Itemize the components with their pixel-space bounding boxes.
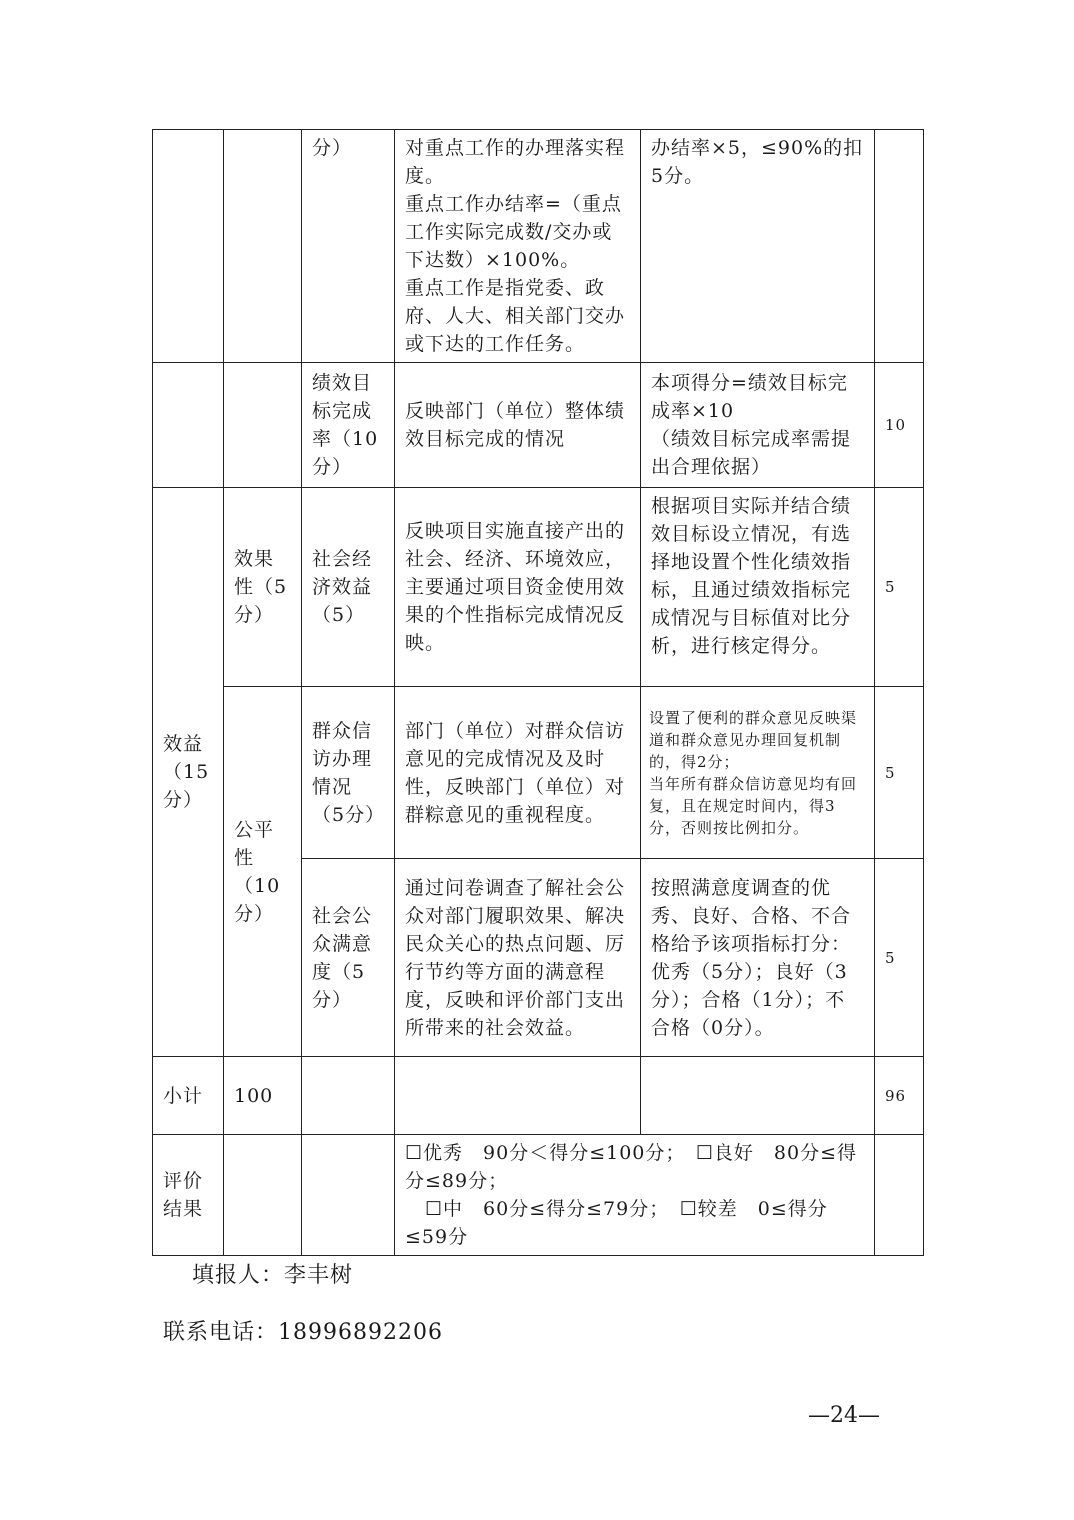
- cell-empty: [224, 363, 302, 488]
- cell-empty: [302, 1057, 395, 1135]
- score-cell: 5: [875, 488, 924, 687]
- cell-empty: [224, 1135, 302, 1256]
- indicator-description-cell: 反映部门（单位）整体绩效目标完成的情况: [395, 363, 641, 488]
- indicator-description-cell: 通过问卷调查了解社会公众对部门履职效果、解决民众关心的热点问题、厉行节约等方面的满意程度，反映和评价部门支出所带来的社会效益。: [395, 859, 641, 1057]
- filler-name: 填报人：李丰树: [192, 1263, 354, 1288]
- table-row: [153, 363, 924, 488]
- subcategory-fairness-cell: 公平性（10分）: [224, 687, 302, 1057]
- scoring-rule-cell: 本项得分=绩效目标完成率×10 （绩效目标完成率需提出合理依据）: [641, 363, 875, 488]
- score-cell: 5: [875, 859, 924, 1057]
- scoring-rule-cell: 设置了便利的群众意见反映渠道和群众意见办理回复机制的，得2分； 当年所有群众信访意见均有回复，且在规定时间内，得3分，否则按比例扣分。: [641, 687, 875, 859]
- score-cell: 5: [875, 687, 924, 859]
- indicator-name-cell: 社会经济效益（5）: [302, 488, 395, 687]
- result-label-cell: 评价结果: [153, 1135, 224, 1256]
- table-row: [153, 130, 924, 363]
- indicator-name-cell: 绩效目标完成率（10分）: [302, 363, 395, 488]
- cell-empty: [875, 1135, 924, 1256]
- score-cell: 10: [875, 363, 924, 488]
- scoring-rule-cell: 根据项目实际并结合绩效目标设立情况，有选择地设置个性化绩效指标，且通过绩效指标完成情况与目标值对比分析，进行核定得分。: [641, 488, 875, 687]
- cell-empty: [153, 363, 224, 488]
- indicator-name-cell: 分）: [302, 130, 395, 363]
- cell-empty: [641, 1057, 875, 1135]
- indicator-description-cell: 反映项目实施直接产出的社会、经济、环境效应，主要通过项目资金使用效果的个性指标完成情况反映。: [395, 488, 641, 687]
- cell-empty: [224, 130, 302, 363]
- page-number: —24—: [808, 1403, 880, 1428]
- indicator-name-cell: 群众信访办理情况（5分）: [302, 687, 395, 859]
- cell-empty: [153, 130, 224, 363]
- cell-empty: [302, 1135, 395, 1256]
- result-options-cell: ☐优秀 90分＜得分≤100分； ☐良好 80分≤得分≤89分； ☐中 60分≤得分≤79分； ☐较差 0≤得分≤59分: [395, 1135, 875, 1256]
- table-row: [153, 1057, 924, 1135]
- evaluation-table: [152, 129, 924, 1256]
- subtotal-value-cell: 100: [224, 1057, 302, 1135]
- contact-phone: 联系电话：18996892206: [163, 1320, 443, 1345]
- indicator-name-cell: 社会公众满意度（5分）: [302, 859, 395, 1057]
- scoring-rule-cell: 按照满意度调查的优秀、良好、合格、不合格给予该项指标打分：优秀（5分）；良好（3分）；合格（1分）；不合格（0分）。: [641, 859, 875, 1057]
- scoring-rule-cell: 办结率×5，≤90%的扣5分。: [641, 130, 875, 363]
- category-benefit-cell: 效益（15分）: [153, 488, 224, 1057]
- table-row: [153, 1135, 924, 1256]
- table-row: [153, 687, 924, 859]
- table-row: [153, 488, 924, 687]
- subtotal-label-cell: 小计: [153, 1057, 224, 1135]
- indicator-description-cell: 对重点工作的办理落实程度。 重点工作办结率=（重点工作实际完成数/交办或下达数）×100%。 重点工作是指党委、政府、人大、相关部门交办或下达的工作任务。: [395, 130, 641, 363]
- indicator-description-cell: 部门（单位）对群众信访意见的完成情况及及时性，反映部门（单位）对群粽意见的重视程度。: [395, 687, 641, 859]
- cell-empty: [395, 1057, 641, 1135]
- score-cell: [875, 130, 924, 363]
- subcategory-effect-cell: 效果性（5分）: [224, 488, 302, 687]
- subtotal-score-cell: 96: [875, 1057, 924, 1135]
